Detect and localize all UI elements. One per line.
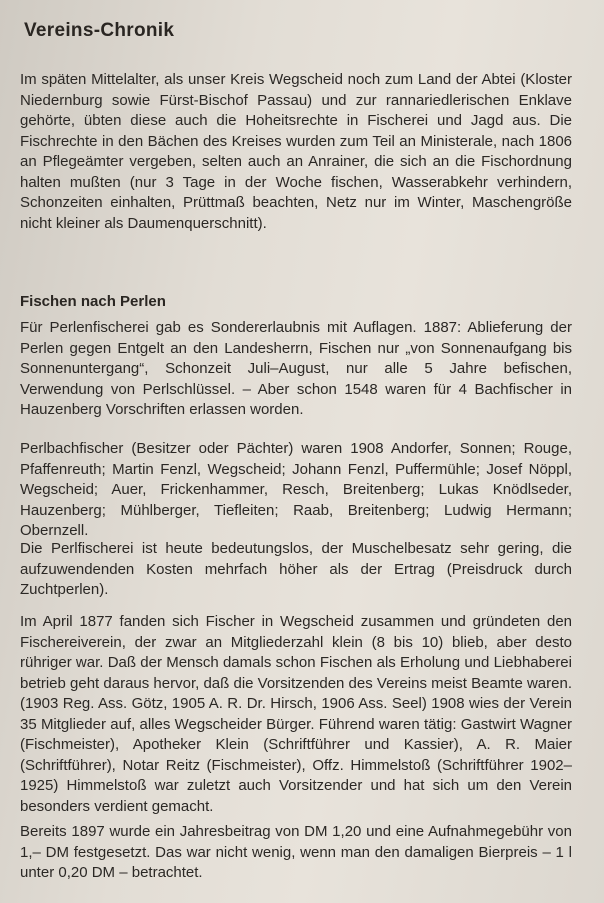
perlen-paragraph-2: Perlbachfischer (Besitzer oder Pächter) waren 1908 Andorfer, Sonnen; Rouge, Pfaffenreuth; Martin Fenzl, Wegscheid; Johann Fenzl, Puffermühle; Josef Nöppl, Wegscheid; Auer, Frickenhammer, Resch, Breitenberg; Lukas Knödlseder, Hauzenberg; Mühlberger, Tiefleiten; Raab, Breitenberg; Ludwig Hermann; Obernzell. xyxy=(20,440,572,539)
intro-paragraph: Im späten Mittelalter, als unser Kreis Wegscheid noch zum Land der Abtei (Kloster Niedernburg sowie Fürst-Bischof Passau) und zur rannariedlerischen Enklave gehörte, übten diese auch die Hoheitsrechte in Fischerei und Jagd aus. Die Fischrechte in den Bächen des Kreises wurden zum Teil an Ministerale, nach 1806 an Pflegeämter vergeben, selten auch an Anrainer, die sich an die Fischordnung halten mußten (nur 3 Tage in der Woche fischen, Wasserabkehr verhindern, Schonzeiten einhalten, Prüttmaß beachten, Netz nur im Winter, Maschengröße nicht kleiner als Daumenquerschnitt). xyxy=(20,71,572,232)
perlen-paragraph-3: Die Perlfischerei ist heute bedeutungslos, der Muschelbesatz sehr gering, die aufzuwendenden Kosten mehrfach höher als der Ertrag (Preisdruck durch Zuchtperlen). xyxy=(20,540,572,598)
verein-paragraph: Im April 1877 fanden sich Fischer in Wegscheid zusammen und gründeten den Fischereiverein, der zwar an Mitgliederzahl klein (8 bis 10) blieb, aber desto rühriger war. Daß der Mensch damals schon Fischen als Erholung und Liebhaberei betrieb geht daraus hervor, daß die Vorsitzenden des Vereins meist Beamte waren. (1903 Reg. Ass. Götz, 1905 A. R. Dr. Hirsch, 1906 Ass. Seel) 1908 wies der Verein 35 Mitglieder auf, alles Wegscheider Bürger. Führend waren tätig: Gastwirt Wagner (Fischmeister), Apotheker Klein (Schriftführer und Kassier), A. R. Maier (Schriftführer), Notar Reitz (Fischmeister), Offz. Himmelstoß (Schriftführer 1902–1925) Himmelstoß war zuletzt auch Vorsitzender und hat sich um den Verein besonders verdient gemacht. xyxy=(20,613,572,815)
section-heading: Fischen nach Perlen xyxy=(20,293,166,310)
perlen-paragraph-1: Für Perlenfischerei gab es Sondererlaubnis mit Auflagen. 1887: Ablieferung der Perlen gegen Entgelt an den Landesherrn, Fischen nur „von Sonnenaufgang bis Sonnenuntergang“, Schonzeit Juli–August, nur alle 5 Jahre befischen, Verwendung von Perlschlüssel. – Aber schon 1548 waren für 4 Bachfischer in Hauzenberg Vorschriften erlassen worden. xyxy=(20,319,572,418)
page-title: Vereins-Chronik xyxy=(24,20,175,41)
beitrag-paragraph: Bereits 1897 wurde ein Jahresbeitrag von DM 1,20 und eine Aufnahmegebühr von 1,– DM festgesetzt. Das war nicht wenig, wenn man den damaligen Bierpreis – 1 l unter 0,20 DM – betrachtet. xyxy=(20,823,572,881)
